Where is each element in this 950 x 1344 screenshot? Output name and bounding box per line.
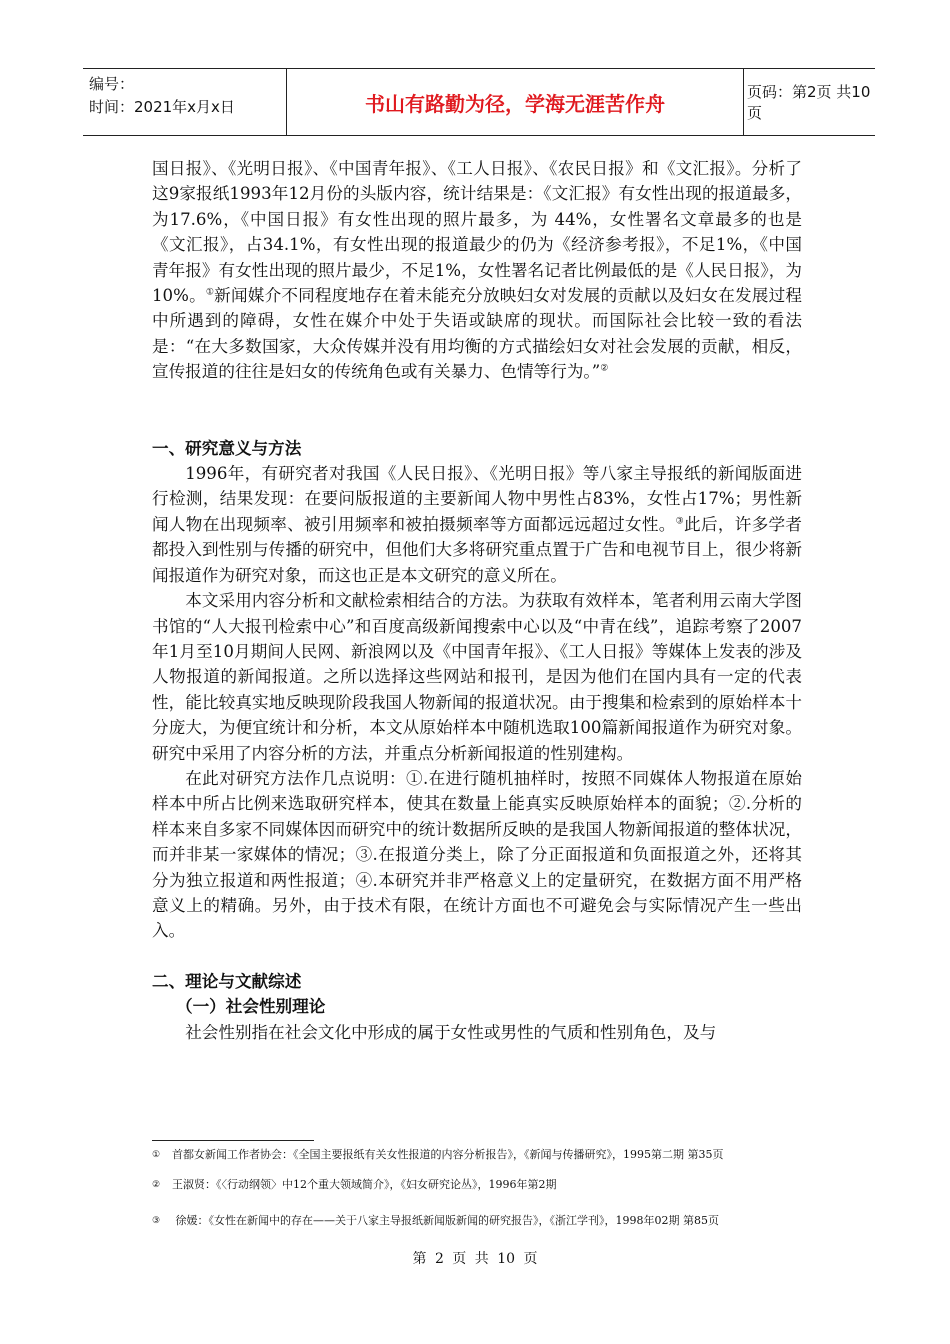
paragraph-1-text: 国日报》、《光明日报》、《中国青年报》、《工人日报》、《农民日报》和《文汇报》。分析了这9家报纸1993年12月份的头版内容，统计结果是：《文汇报》有女性出现的报道最多，为17.6%，《中国日报》有女性出现的照片最多，为 44%，女性署名文章最多的也是《文汇报》，占34.1%，有女性出现的报道最少的仍为《经济参考报》，不足1%，《中国青年报》有女性出现的照片最少，不足1%，女性署名记者比例最低的是《人民日报》，为10%。 bbox=[152, 159, 802, 306]
footnote-2-mark: ② bbox=[152, 1180, 161, 1190]
document-number-label: 编号： bbox=[89, 75, 135, 93]
paragraph-2b-text: 此后，许多学者都投入到性别与传播的研究中，但他们大多将研究重点置于广告和电视节目上，很少将新闻报道作为研究对象，而这也正是本文研究的意义所在。 bbox=[152, 514, 802, 585]
footnote-divider bbox=[152, 1140, 314, 1141]
footnote-ref-2: ② bbox=[600, 363, 609, 374]
paragraph-1 bbox=[152, 156, 802, 385]
section-heading-1: 一、研究意义与方法 bbox=[152, 438, 302, 458]
header-motto: 书山有路勤为径，学海无涯苦作舟 bbox=[286, 69, 744, 135]
paragraph-2a-text: 1996年，有研究者对我国《人民日报》、《光明日报》等八家主导报纸的新闻版面进行检测，结果发现：在要问版报道的主要新闻人物中男性占83%，女性占17%；男性新闻人物在出现频率、被引用频率和被拍摄频率等方面都远远超过女性。 bbox=[152, 464, 802, 534]
footnote-ref-3: ③ bbox=[675, 516, 685, 527]
section-heading-2: 二、理论与文献综述 bbox=[152, 971, 302, 991]
paragraph-1b-text: 新闻媒介不同程度地存在着未能充分放映妇女对发展的贡献以及妇女在发展过程中所遇到的障碍，女性在媒介中处于失语或缺席的现状。而国际社会比较一致的看法是：“在大多数国家，大众传媒并没有用均衡的方式描绘妇女对社会发展的贡献，相反，宣传报道的往往是妇女的传统角色或有关暴力、色情等行为。” bbox=[152, 286, 802, 382]
subsection-heading-1: （一）社会性别理论 bbox=[176, 997, 326, 1017]
footnote-3-text: 徐媛：《女性在新闻中的存在——关于八家主导报纸新闻版新闻的研究报告》，《浙江学刊》，1998年02期 第85页 bbox=[172, 1214, 719, 1227]
footnote-2 bbox=[152, 1178, 557, 1192]
header-page-info: 页码：第2页 共10页 bbox=[747, 83, 871, 122]
header-left-block bbox=[89, 73, 285, 119]
paragraph-3: 本文采用内容分析和文献检索相结合的方法。为获取有效样本，笔者利用云南大学图书馆的“人大报刊检索中心”和百度高级新闻搜索中心以及“中青在线”，追踪考察了2007年1月至10月期间人民网、新浪网以及《中国青年报》、《工人日报》等媒体上发表的涉及人物报道的新闻报道。之所以选择这些网站和报刊，是因为他们在国内具有一定的代表性，能比较真实地反映现阶段我国人物新闻的报道状况。由于搜集和检索到的原始样本十分庞大，为便宜统计和分析，本文从原始样本中随机选取100篇新闻报道作为研究对象。研究中采用了内容分析的方法，并重点分析新闻报道的性别建构。 bbox=[152, 591, 802, 763]
page-footer: 第 2 页 共 10 页 bbox=[412, 1251, 538, 1267]
footnote-1-mark: ① bbox=[152, 1150, 161, 1160]
paragraph-5: 社会性别指在社会文化中形成的属于女性或男性的气质和性别角色，及与 bbox=[185, 1022, 717, 1042]
page-header bbox=[83, 68, 875, 136]
paragraph-4: 在此对研究方法作几点说明：①.在进行随机抽样时，按照不同媒体人物报道在原始样本中所占比例来选取研究样本，使其在数量上能真实反映原始样本的面貌；②.分析的样本来自多家不同媒体因而研究中的统计数据所反映的是我国人物新闻报道的整体状况，而并非某一家媒体的情况；③.在报道分类上，除了分正面报道和负面报道之外，还将其分为独立报道和两性报道；④.本研究并非严格意义上的定量研究，在数据方面不用严格意义上的精确。另外，由于技术有限，在统计方面也不可避免会与实际情况产生一些出入。 bbox=[152, 768, 802, 941]
footnote-2-text: 王淑贤：《〈行动纲领〉中12个重大领域简介》，《妇女研究论丛》，1996年第2期 bbox=[172, 1178, 557, 1191]
footnote-3 bbox=[152, 1214, 719, 1228]
footnote-1 bbox=[152, 1148, 723, 1162]
footnote-1-text: 首都女新闻工作者协会：《全国主要报纸有关女性报道的内容分析报告》，《新闻与传播研究》，1995第二期 第35页 bbox=[172, 1148, 724, 1161]
document-time-label: 时间：2021年x月x日 bbox=[89, 98, 235, 116]
footnote-ref-1: ① bbox=[205, 287, 215, 298]
footnote-3-mark: ③ bbox=[152, 1216, 161, 1226]
paragraph-2 bbox=[152, 461, 802, 588]
document-body bbox=[152, 156, 802, 1045]
